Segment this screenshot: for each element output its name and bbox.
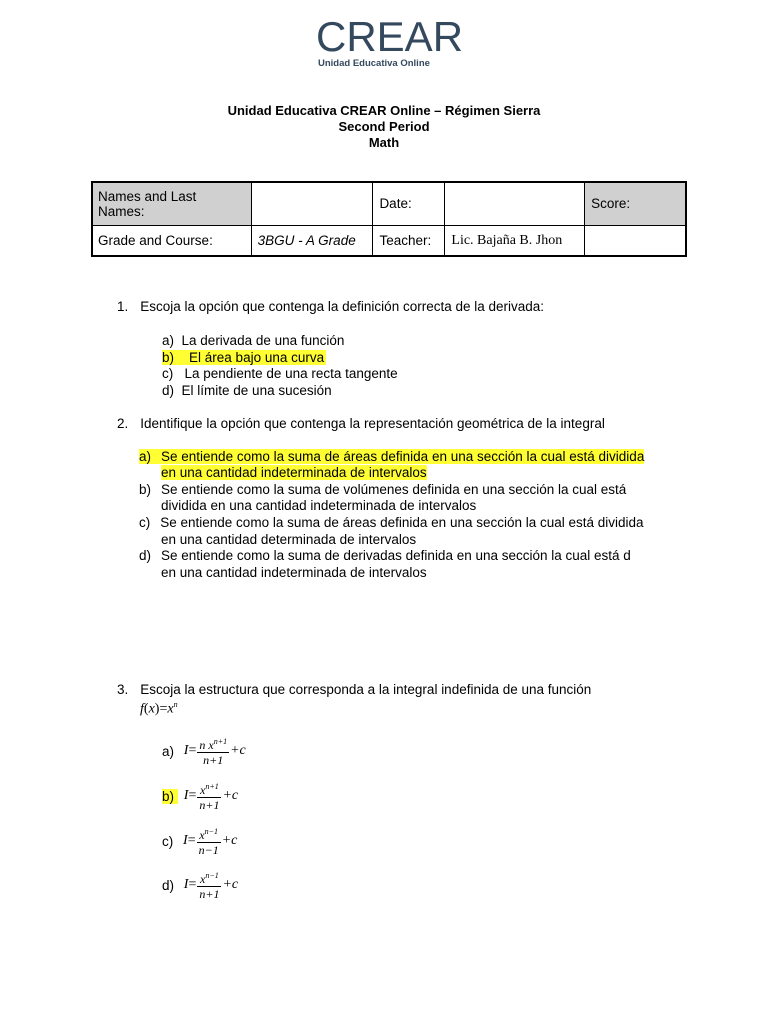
question-text: Escoja la estructura que corresponda a la integral indefinida de una función (140, 682, 592, 697)
question-2 (117, 416, 605, 431)
question-text: Escoja la opción que contenga la definición correcta de la derivada: (140, 299, 545, 314)
fraction: $\frac{n x^{n+1}}{n+1}$ (199, 737, 228, 767)
q2-option-d[interactable]: d) Se entiende como la suma de derivadas definida en una sección la cual está d (139, 548, 631, 563)
grade-label: Grade and Course: (92, 226, 252, 256)
function-definition: $f(x)=x^n$ (140, 700, 178, 717)
fraction: $\frac{x^{n-1}}{n+1}$ (199, 871, 220, 901)
question-number: 3. (117, 682, 129, 697)
names-field[interactable] (251, 182, 373, 226)
crear-logo (308, 2, 464, 78)
q1-option-a[interactable]: a) La derivada de una función (162, 333, 345, 348)
q2-option-a-line2: en una cantidad indeterminada de intervalos (161, 465, 427, 480)
q2-option-d-line2: en una cantidad indeterminada de intervalos (161, 565, 427, 580)
period-title: Second Period (338, 119, 430, 134)
fraction: $\frac{x^{n-1}}{n-1}$ (198, 827, 219, 857)
question-text: Identifique la opción que contenga la representación geométrica de la integral (140, 416, 605, 431)
question-1 (117, 299, 544, 314)
subject-title: Math (368, 135, 400, 150)
question-number: 2. (117, 416, 129, 431)
q3-option-b[interactable]: b) I= $\frac{x^{n+1}}{n+1}$ +c (162, 782, 239, 812)
q3-option-c[interactable]: c) I= $\frac{x^{n-1}}{n-1}$ +c (162, 827, 238, 857)
question-3 (117, 682, 591, 697)
question-number: 1. (117, 299, 129, 314)
logo-wordmark: CREAR (316, 13, 464, 60)
q3-option-d[interactable]: d) I= $\frac{x^{n-1}}{n+1}$ +c (162, 871, 239, 901)
school-title: Unidad Educativa CREAR Online – Régimen Sierra (227, 103, 541, 118)
q2-option-b-line2: dividida en una cantidad indeterminada de intervalos (161, 498, 477, 513)
document-header (0, 103, 768, 151)
q1-option-b[interactable]: b) El área bajo una curva (162, 350, 325, 365)
date-field[interactable] (445, 182, 585, 226)
q1-option-c[interactable]: c) La pendiente de una recta tangente (162, 366, 398, 381)
q2-option-a[interactable]: a) Se entiende como la suma de áreas definida en una sección la cual está dividida (139, 449, 645, 464)
q1-option-d[interactable]: d) El límite de una sucesión (162, 383, 332, 398)
fraction: $\frac{x^{n+1}}{n+1}$ (199, 782, 220, 812)
score-label: Score: (585, 182, 687, 226)
empty-cell (585, 226, 687, 256)
date-label: Date: (373, 182, 445, 226)
q2-option-c-line2: en una cantidad determinada de intervalos (161, 532, 417, 547)
grade-value: 3BGU - A Grade (251, 226, 373, 256)
q2-option-c[interactable]: c) Se entiende como la suma de áreas definida en una sección la cual está dividida (139, 515, 644, 530)
logo-tagline: Unidad Educativa Online (318, 58, 430, 69)
student-info-table (91, 181, 687, 256)
names-label: Names and Last Names: (92, 182, 252, 226)
teacher-value: Lic. Bajaña B. Jhon (445, 226, 585, 256)
q3-option-a[interactable]: a) I= $\frac{n x^{n+1}}{n+1}$ +c (162, 737, 246, 767)
teacher-label: Teacher: (373, 226, 445, 256)
q2-option-b[interactable]: b) Se entiende como la suma de volúmenes definida en una sección la cual está (139, 482, 627, 497)
